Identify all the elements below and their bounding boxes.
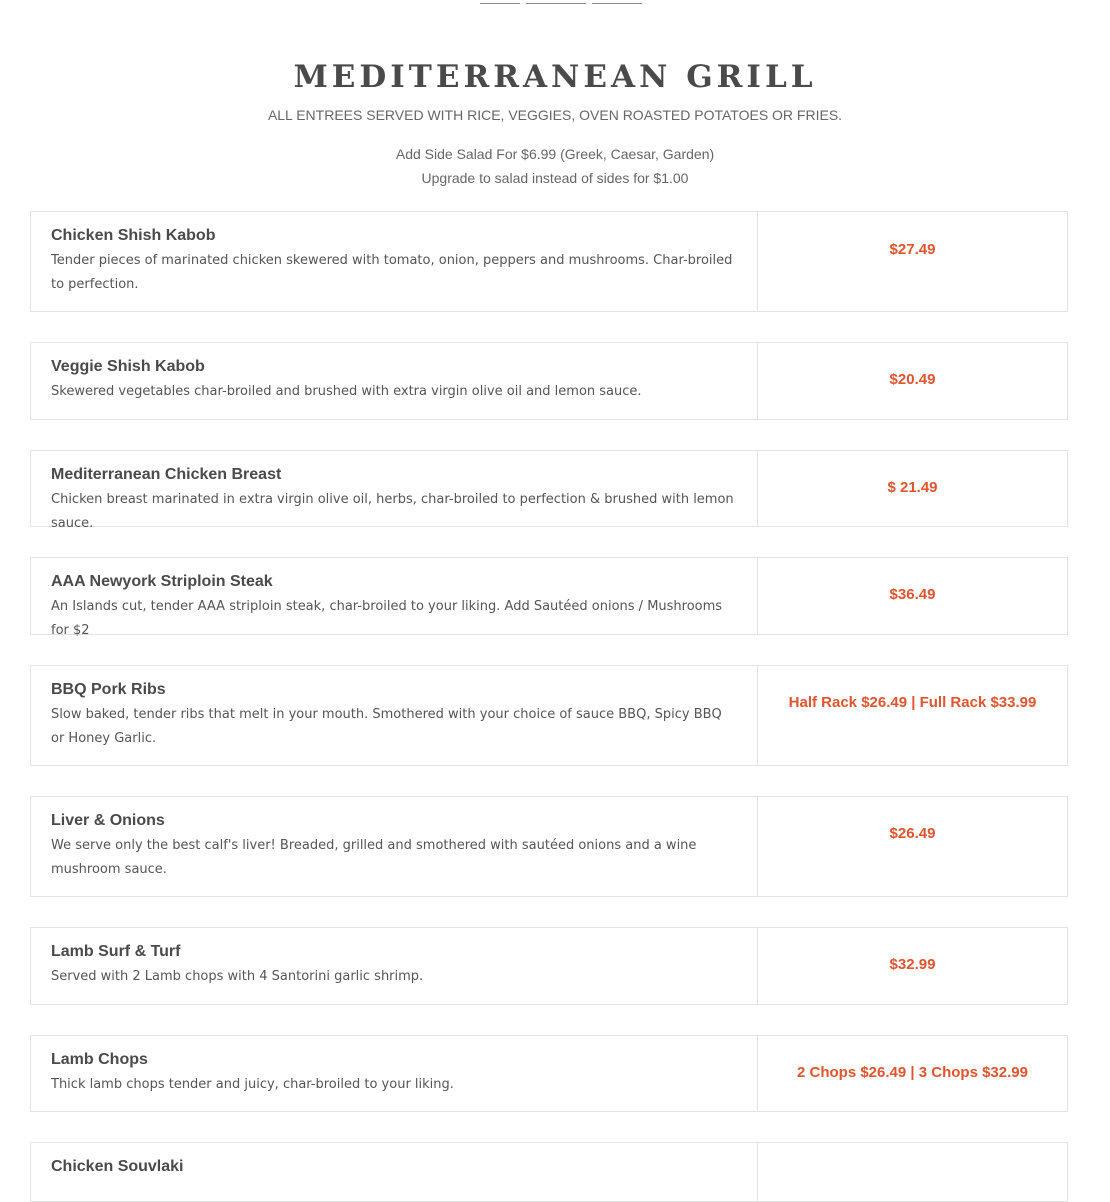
menu-item-description: Served with 2 Lamb chops with 4 Santorini garlic shrimp. [51, 969, 424, 984]
menu-item-name: Lamb Surf & Turf [51, 943, 181, 960]
page-title: MEDITERRANEAN GRILL [293, 59, 817, 95]
menu-item-info [31, 928, 758, 1004]
menu-item-description: Chicken breast marinated in extra virgin olive oil, herbs, char-broiled to perfection & brushed with lemon sauce. [51, 492, 734, 531]
menu-item-price: $ 21.49 [887, 479, 938, 496]
menu-item-description: We serve only the best calf's liver! Breaded, grilled and smothered with sautéed onions and a wine mushroom sauce. [51, 838, 697, 877]
menu-item-price: $36.49 [889, 586, 936, 603]
menu-item-name: AAA Newyork Striploin Steak [51, 573, 273, 590]
menu-item-description: Skewered vegetables char-broiled and brushed with extra virgin olive oil and lemon sauce. [51, 384, 642, 399]
menu-item [30, 1142, 1068, 1202]
menu-item-name: Mediterranean Chicken Breast [51, 466, 282, 483]
menu-item-name: Veggie Shish Kabob [51, 358, 205, 375]
menu-item-name: Chicken Souvlaki [51, 1158, 184, 1175]
menu-item [30, 342, 1068, 420]
cut-off-text [480, 0, 700, 4]
menu-item [30, 796, 1068, 897]
menu-item-price [758, 1143, 1067, 1201]
menu-item-price: $27.49 [889, 241, 936, 258]
salad-upgrade-note: Upgrade to salad instead of sides for $1.00 [421, 170, 689, 186]
menu-item-price: $20.49 [889, 371, 936, 388]
menu-item-description: Tender pieces of marinated chicken skewered with tomato, onion, peppers and mushrooms. Char-broiled to perfection. [51, 253, 733, 292]
menu-item [30, 1035, 1068, 1112]
menu-item [30, 211, 1068, 312]
menu-item-price: 2 Chops $26.49 | 3 Chops $32.99 [797, 1064, 1028, 1081]
menu-item-price: $26.49 [889, 825, 936, 842]
side-salad-note: Add Side Salad For $6.99 (Greek, Caesar, Garden) [395, 146, 715, 162]
menu-item-description: Slow baked, tender ribs that melt in your mouth. Smothered with your choice of sauce BBQ, Spicy BBQ or Honey Garlic. [51, 707, 722, 746]
menu-item-name: Lamb Chops [51, 1051, 148, 1068]
section-subtitle: ALL ENTREES SERVED WITH RICE, VEGGIES, OVEN ROASTED POTATOES OR FRIES. [267, 107, 843, 123]
menu-item-info [31, 797, 758, 896]
menu-item-info [31, 343, 758, 419]
menu-item-description: An Islands cut, tender AAA striploin steak, char-broiled to your liking. Add Sautéed onions / Mushrooms for $2 [51, 599, 723, 638]
menu-item [30, 665, 1068, 766]
menu-item-price: Half Rack $26.49 | Full Rack $33.99 [788, 694, 1037, 711]
menu-item-name: Chicken Shish Kabob [51, 227, 216, 244]
menu-item-info [31, 1036, 758, 1111]
menu-item-info [31, 451, 758, 531]
menu-item [30, 557, 1068, 638]
menu-item-info [31, 1143, 758, 1201]
menu-item-info [31, 666, 758, 765]
menu-item-info [31, 558, 758, 638]
menu-item-description: Thick lamb chops tender and juicy, char-broiled to your liking. [51, 1077, 454, 1092]
menu-item-name: Liver & Onions [51, 812, 165, 829]
menu-item-price: $32.99 [889, 956, 936, 973]
menu-item [30, 927, 1068, 1005]
menu-item-name: BBQ Pork Ribs [51, 681, 166, 698]
menu-item-info [31, 212, 758, 311]
menu-item [30, 450, 1068, 531]
